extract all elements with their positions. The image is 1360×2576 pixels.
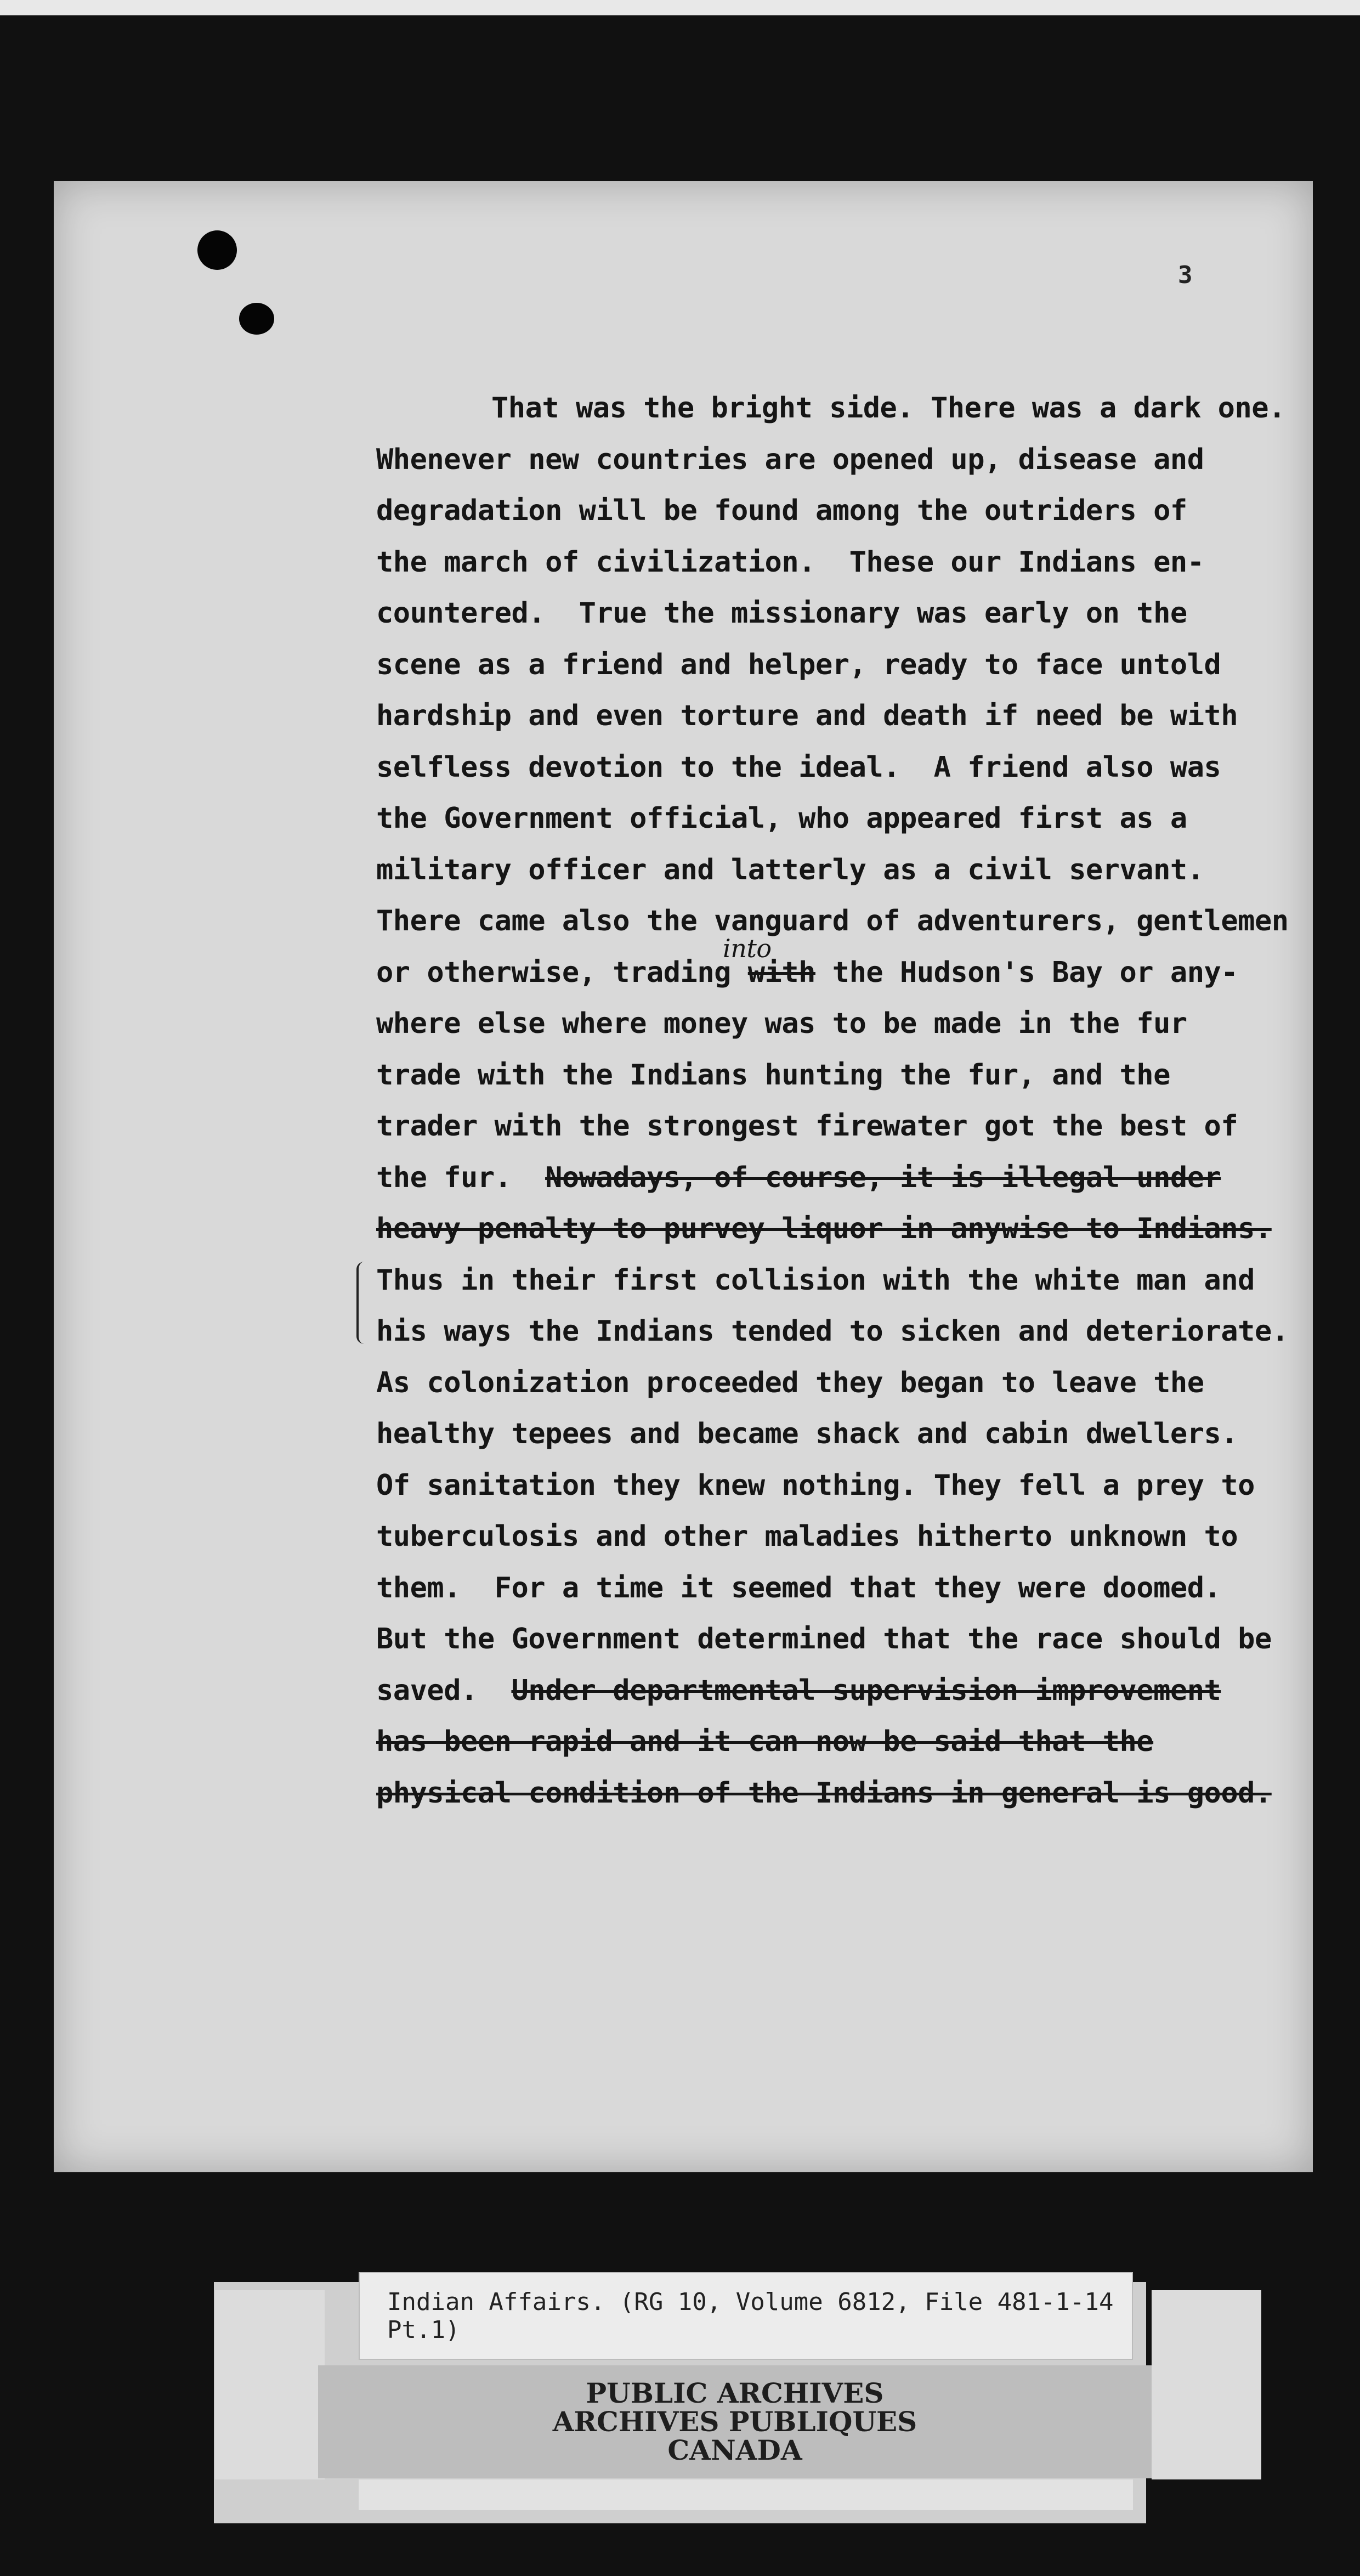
text-line — [376, 383, 1285, 434]
text-segment: healthy tepees and became shack and cabin dwellers. — [376, 1417, 1238, 1450]
text-line — [376, 1204, 1272, 1255]
text-segment: selfless devotion to the ideal. A friend also was — [376, 750, 1221, 784]
stamp-line-3: CANADA — [667, 2434, 802, 2466]
text-line — [376, 1665, 1232, 1717]
stamp-line-1: PUBLIC ARCHIVES — [586, 2377, 884, 2409]
archive-reference-label — [359, 2272, 1133, 2360]
text-segment: That was the bright side. There was a dark one. — [491, 392, 1285, 425]
text-line — [376, 588, 1232, 640]
stamp-line-2: ARCHIVES PUBLIQUES — [552, 2405, 917, 2438]
struck-text: Under departmental supervision improvement — [511, 1674, 1221, 1707]
text-line — [376, 1409, 1238, 1460]
text-line — [376, 1306, 1289, 1358]
text-line — [376, 998, 1232, 1050]
text-segment: tuberculosis and other maladies hitherto unknown to — [376, 1520, 1238, 1553]
text-line — [376, 742, 1232, 794]
text-segment: where else where money was to be made in the fur — [376, 1007, 1187, 1040]
text-segment: the Hudson's Bay or any- — [815, 956, 1238, 989]
text-line — [376, 1153, 1232, 1204]
text-segment: the march of civilization. These our Indians en- — [376, 545, 1204, 579]
text-segment: Whenever new countries are opened up, disease and — [376, 443, 1204, 476]
text-segment: them. For a time it seemed that they were doomed. — [376, 1571, 1221, 1605]
public-archives-stamp — [318, 2365, 1152, 2478]
text-segment: There came also the vanguard of adventurers, gentlemen — [376, 905, 1289, 937]
punch-hole-bottom — [239, 303, 274, 335]
handwritten-insertion: into — [723, 933, 772, 963]
text-segment: Of sanitation they knew nothing. They fell a prey to — [376, 1468, 1255, 1502]
struck-text: heavy penalty to purvey liquor in anywise to Indians. — [376, 1212, 1272, 1245]
text-line — [376, 434, 1232, 486]
left-tab — [215, 2290, 325, 2479]
text-segment: saved. — [376, 1674, 512, 1707]
text-line — [376, 1716, 1232, 1768]
text-segment: the Government official, who appeared first as a — [376, 802, 1187, 835]
text-segment: As colonization proceeded they began to leave the — [376, 1366, 1204, 1399]
text-line — [376, 691, 1238, 742]
text-line — [376, 896, 1289, 947]
text-line — [376, 1511, 1238, 1563]
text-segment: scene as a friend and helper, ready to face untold — [376, 648, 1221, 681]
text-segment: hardship and even torture and death if need be with — [376, 699, 1238, 732]
punch-hole-top — [197, 230, 237, 270]
text-segment: trader with the strongest firewater got the best of — [376, 1110, 1238, 1143]
margin-bracket-mark — [356, 1262, 364, 1344]
text-line — [376, 1358, 1232, 1409]
text-line — [376, 537, 1232, 589]
text-segment: Thus in their first collision with the white man and — [376, 1263, 1255, 1297]
film-top-edge — [0, 0, 1360, 15]
struck-text: with — [747, 956, 815, 989]
text-segment: his ways the Indians tended to sicken and deteriorate. — [376, 1315, 1289, 1348]
right-tab — [1152, 2290, 1261, 2479]
struck-text: Nowadays, of course, it is illegal under — [545, 1161, 1221, 1194]
text-line — [376, 1563, 1232, 1614]
page-number: 3 — [1178, 261, 1193, 289]
struck-text: physical condition of the Indians in general is good. — [376, 1776, 1272, 1810]
text-segment: or otherwise, trading — [376, 956, 748, 989]
archive-reference-text: Indian Affairs. (RG 10, Volume 6812, File 481-1-14 Pt.1) — [387, 2288, 1114, 2344]
text-segment: the fur. — [376, 1161, 546, 1194]
text-line — [376, 485, 1232, 537]
text-line — [376, 1614, 1272, 1665]
text-line — [376, 1460, 1255, 1512]
text-segment: military officer and latterly as a civil servant. — [376, 853, 1204, 886]
text-line — [376, 793, 1232, 845]
label-bottom-strip — [359, 2479, 1133, 2510]
text-line — [376, 1101, 1238, 1153]
text-segment: countered. True the missionary was early on the — [376, 597, 1187, 630]
typed-letter-body — [376, 383, 1289, 1819]
text-line — [376, 1768, 1272, 1820]
struck-text: has been rapid and it can now be said that the — [376, 1725, 1154, 1758]
text-line — [376, 1255, 1255, 1307]
text-line — [376, 1050, 1232, 1101]
text-line — [376, 845, 1232, 896]
text-segment: degradation will be found among the outriders of — [376, 494, 1187, 527]
text-segment: trade with the Indians hunting the fur, and the — [376, 1058, 1170, 1092]
text-line — [376, 933, 1238, 999]
text-line — [376, 640, 1232, 691]
text-segment: But the Government determined that the race should be — [376, 1623, 1272, 1656]
